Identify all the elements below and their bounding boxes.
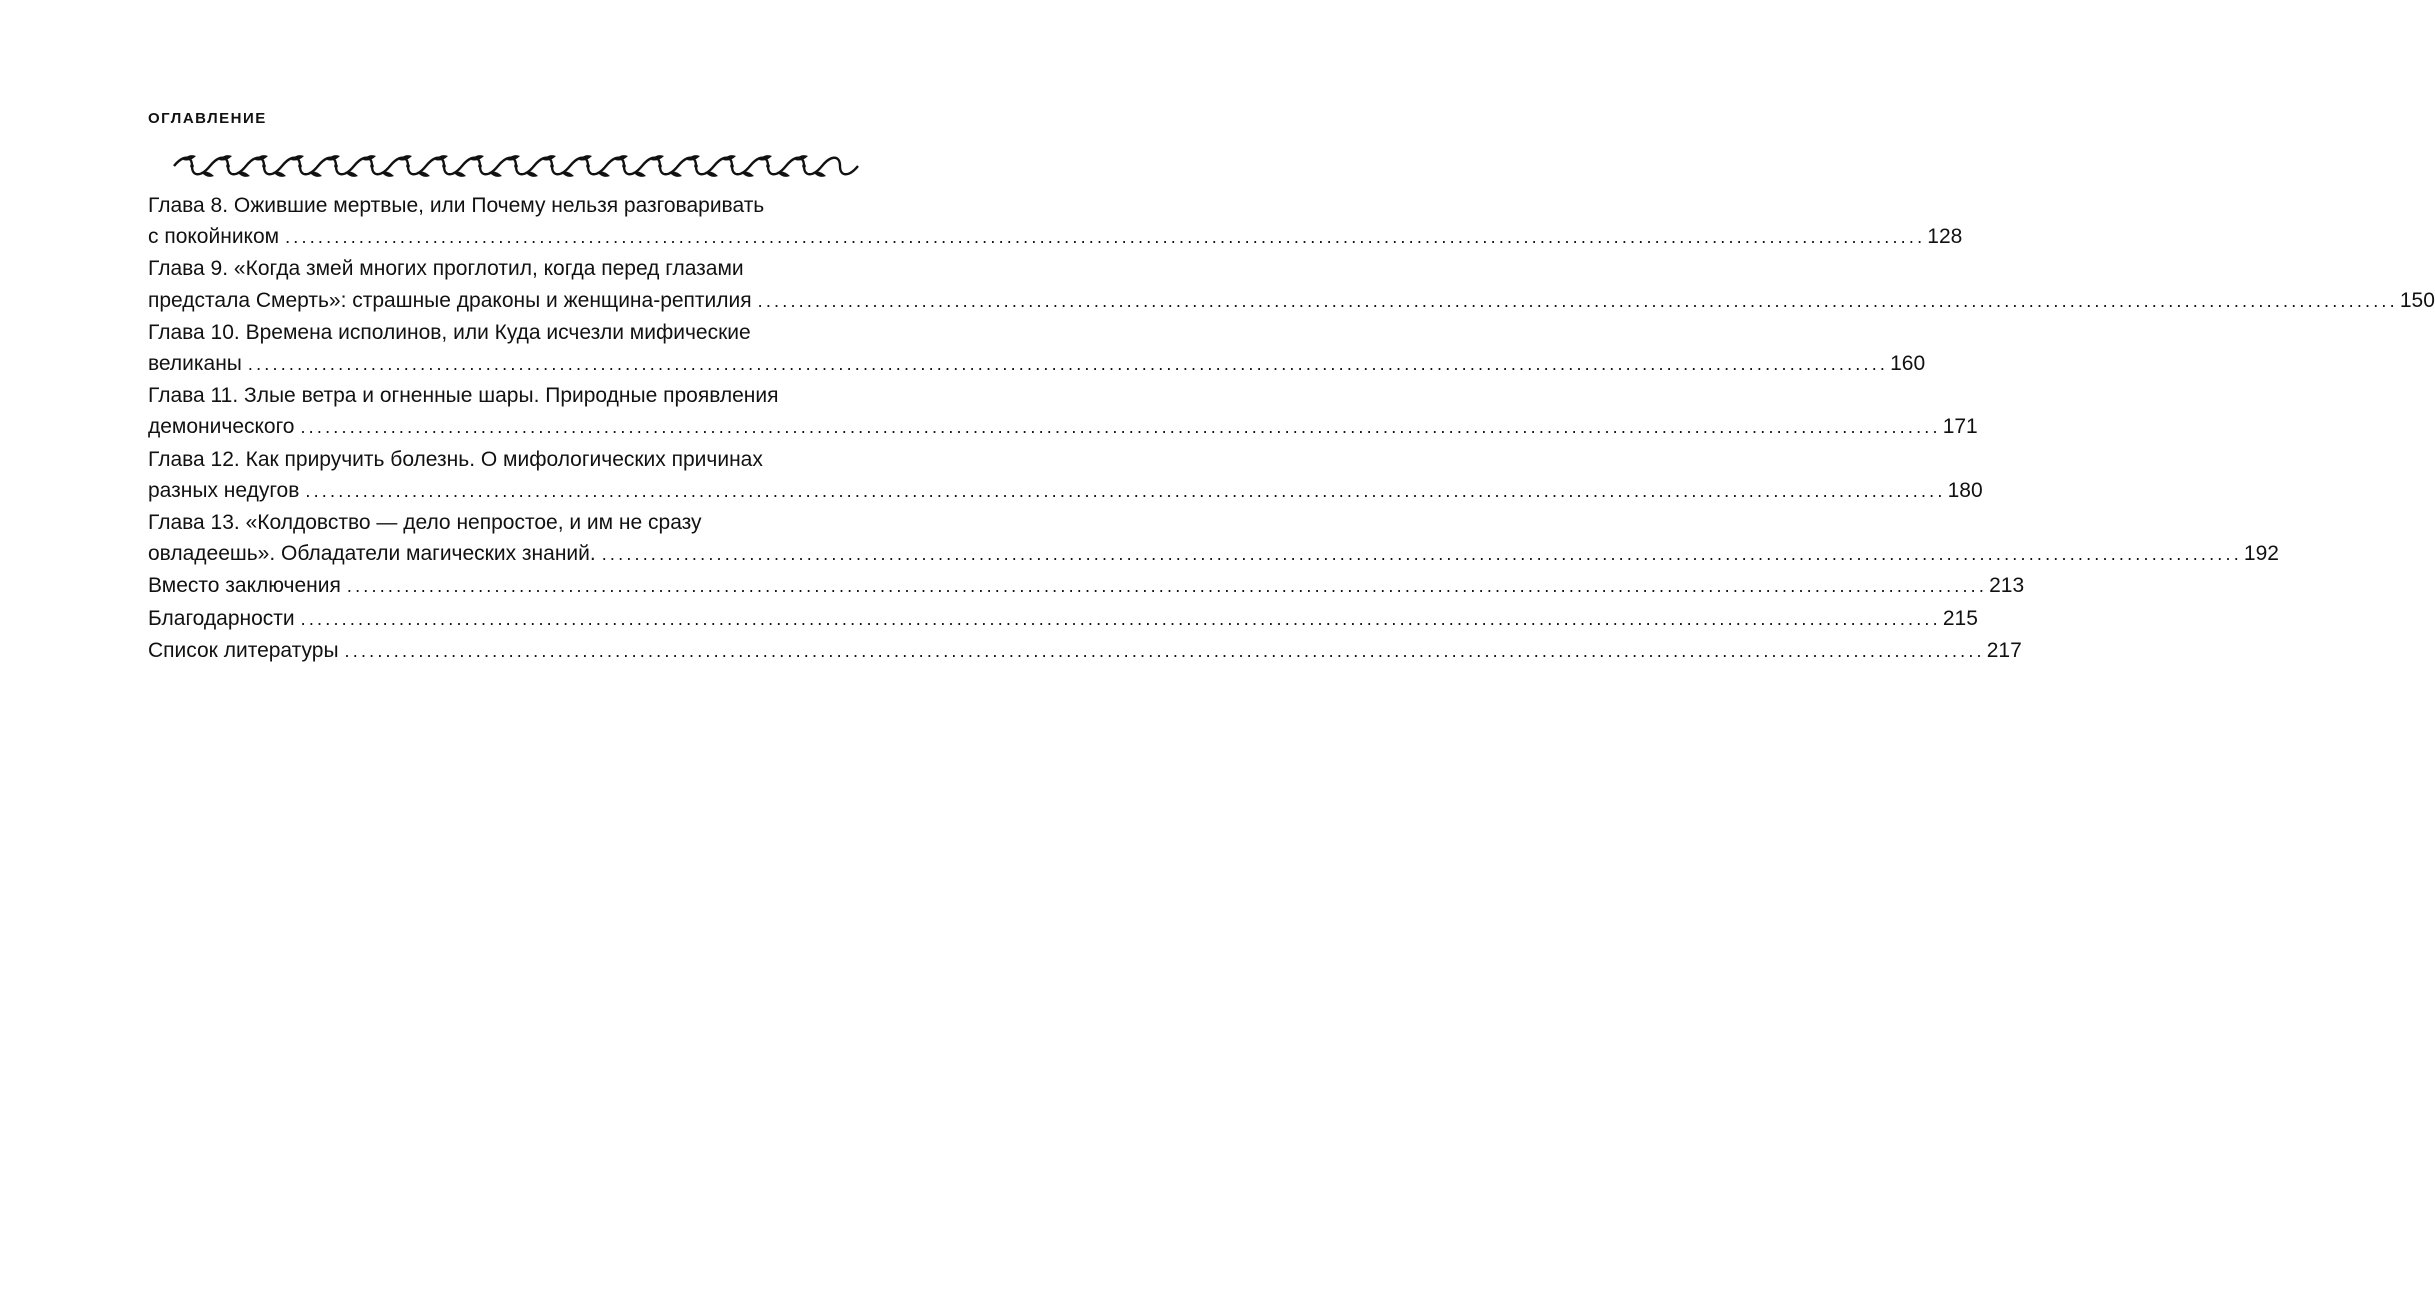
- ornament-bud: [406, 164, 410, 168]
- toc-entry-chapter-11[interactable]: [148, 380, 1978, 443]
- toc-entry-chapter-13[interactable]: [148, 507, 2279, 570]
- dot-leader: ........................................................................................................................................................................................................: [757, 290, 2398, 311]
- toc-entry-title-line: овладеешь». Обладатели магических знаний.: [148, 542, 596, 566]
- ornament-bud: [478, 164, 482, 168]
- ornament-bud: [298, 164, 302, 168]
- ornament-bud: [442, 164, 446, 168]
- ornament-bud: [586, 164, 590, 168]
- ornament-leaf: [525, 172, 538, 177]
- dot-leader: ........................................................................................................................................................................................................: [300, 417, 1941, 438]
- ornament-leaf: [813, 172, 826, 177]
- toc-entry-title-line: Вместо заключения: [148, 574, 341, 598]
- toc-entry-title-line: великаны: [148, 352, 242, 376]
- ornament-leaf: [237, 172, 250, 177]
- page-title: ОГЛАВЛЕНИЕ: [148, 110, 267, 127]
- ornament-bud: [262, 164, 266, 168]
- ornament-leaf: [777, 172, 790, 177]
- ornament-leaf: [489, 172, 502, 177]
- toc-entry-chapter-12[interactable]: [148, 444, 1983, 507]
- page-number: 192: [2243, 542, 2279, 566]
- ornament-bud: [658, 164, 662, 168]
- ornament-leaf: [381, 172, 394, 177]
- ornament-bud: [694, 164, 698, 168]
- page-number: 171: [1942, 415, 1978, 439]
- toc-entry-title-line: Глава 8. Ожившие мертвые, или Почему нельзя разговаривать: [148, 194, 765, 217]
- page-number: 160: [1890, 352, 1926, 376]
- ornament-leaf: [273, 172, 286, 177]
- ornament-bud: [226, 164, 230, 168]
- ornament-leaf: [561, 172, 574, 177]
- dot-leader: ........................................................................................................................................................................................................: [346, 576, 1988, 597]
- ornament-leaf: [705, 172, 718, 177]
- toc-entry-title-line: Глава 10. Времена исполинов, или Куда исчезли мифические: [148, 320, 751, 344]
- ornament-leaf: [669, 172, 682, 177]
- toc-entry-bibliography[interactable]: [148, 635, 2022, 667]
- toc-entry-title-line: Глава 11. Злые ветра и огненные шары. Природные проявления: [148, 384, 779, 408]
- ornament-bud: [730, 164, 734, 168]
- page-number: 217: [1986, 638, 2022, 662]
- toc-entry-conclusion[interactable]: [148, 570, 2025, 602]
- ornament-leaf: [417, 172, 430, 177]
- ornament-bud: [190, 164, 194, 168]
- toc-entry-chapter-10[interactable]: [148, 317, 1926, 380]
- ornament-bud: [766, 164, 770, 168]
- dot-leader: ........................................................................................................................................................................................................: [601, 544, 2242, 565]
- toc-entry-title-line: Список литературы: [148, 638, 339, 662]
- toc-entry-chapter-9[interactable]: [148, 253, 2435, 316]
- toc-entry-acknowledgements[interactable]: [148, 603, 1978, 635]
- page-number: 215: [1942, 606, 1978, 630]
- ornament-leaf: [201, 172, 214, 177]
- ornament-leaf: [633, 172, 646, 177]
- ornament-bud: [802, 164, 806, 168]
- dot-leader: ........................................................................................................................................................................................................: [305, 480, 1946, 501]
- ornament-bud: [370, 164, 374, 168]
- page-number: 213: [1989, 574, 2025, 598]
- dot-leader: ........................................................................................................................................................................................................: [247, 354, 1889, 375]
- toc-entry-title-line: Глава 12. Как приручить болезнь. О мифологических причинах: [148, 447, 763, 471]
- toc-entry-title-line: демонического: [148, 415, 295, 439]
- toc-entry-title-line: Глава 13. «Колдовство — дело непростое, и им не сразу: [148, 511, 702, 535]
- toc-entry-title-line: разных недугов: [148, 478, 300, 502]
- toc-entry-title-line: с покойником: [148, 225, 280, 249]
- ornament-leaf: [597, 172, 610, 177]
- toc-entry-title-line: Благодарности: [148, 606, 295, 630]
- ornament-bud: [622, 164, 626, 168]
- toc-entry-title-line: Глава 9. «Когда змей многих проглотил, когда перед глазами: [148, 257, 744, 281]
- vine-ornament-icon: [170, 150, 834, 182]
- ornament-leaf: [453, 172, 466, 177]
- ornament-bud: [514, 164, 518, 168]
- page-number: 150: [2399, 288, 2435, 312]
- table-of-contents: [148, 190, 2435, 667]
- ornament-leaf: [309, 172, 322, 177]
- page-number: 128: [1927, 225, 1963, 249]
- dot-leader: ........................................................................................................................................................................................................: [344, 640, 1985, 661]
- ornament-leaf: [345, 172, 358, 177]
- ornament-bud: [334, 164, 338, 168]
- dot-leader: ........................................................................................................................................................................................................: [300, 608, 1941, 629]
- page-number: 180: [1947, 478, 1983, 502]
- dot-leader: ........................................................................................................................................................................................................: [285, 227, 1926, 248]
- ornament-leaf: [741, 172, 754, 177]
- ornament-bud: [550, 164, 554, 168]
- toc-entry-chapter-8[interactable]: [148, 190, 1963, 253]
- toc-entry-title-line: предстала Смерть»: страшные драконы и женщина-рептилия: [148, 288, 752, 312]
